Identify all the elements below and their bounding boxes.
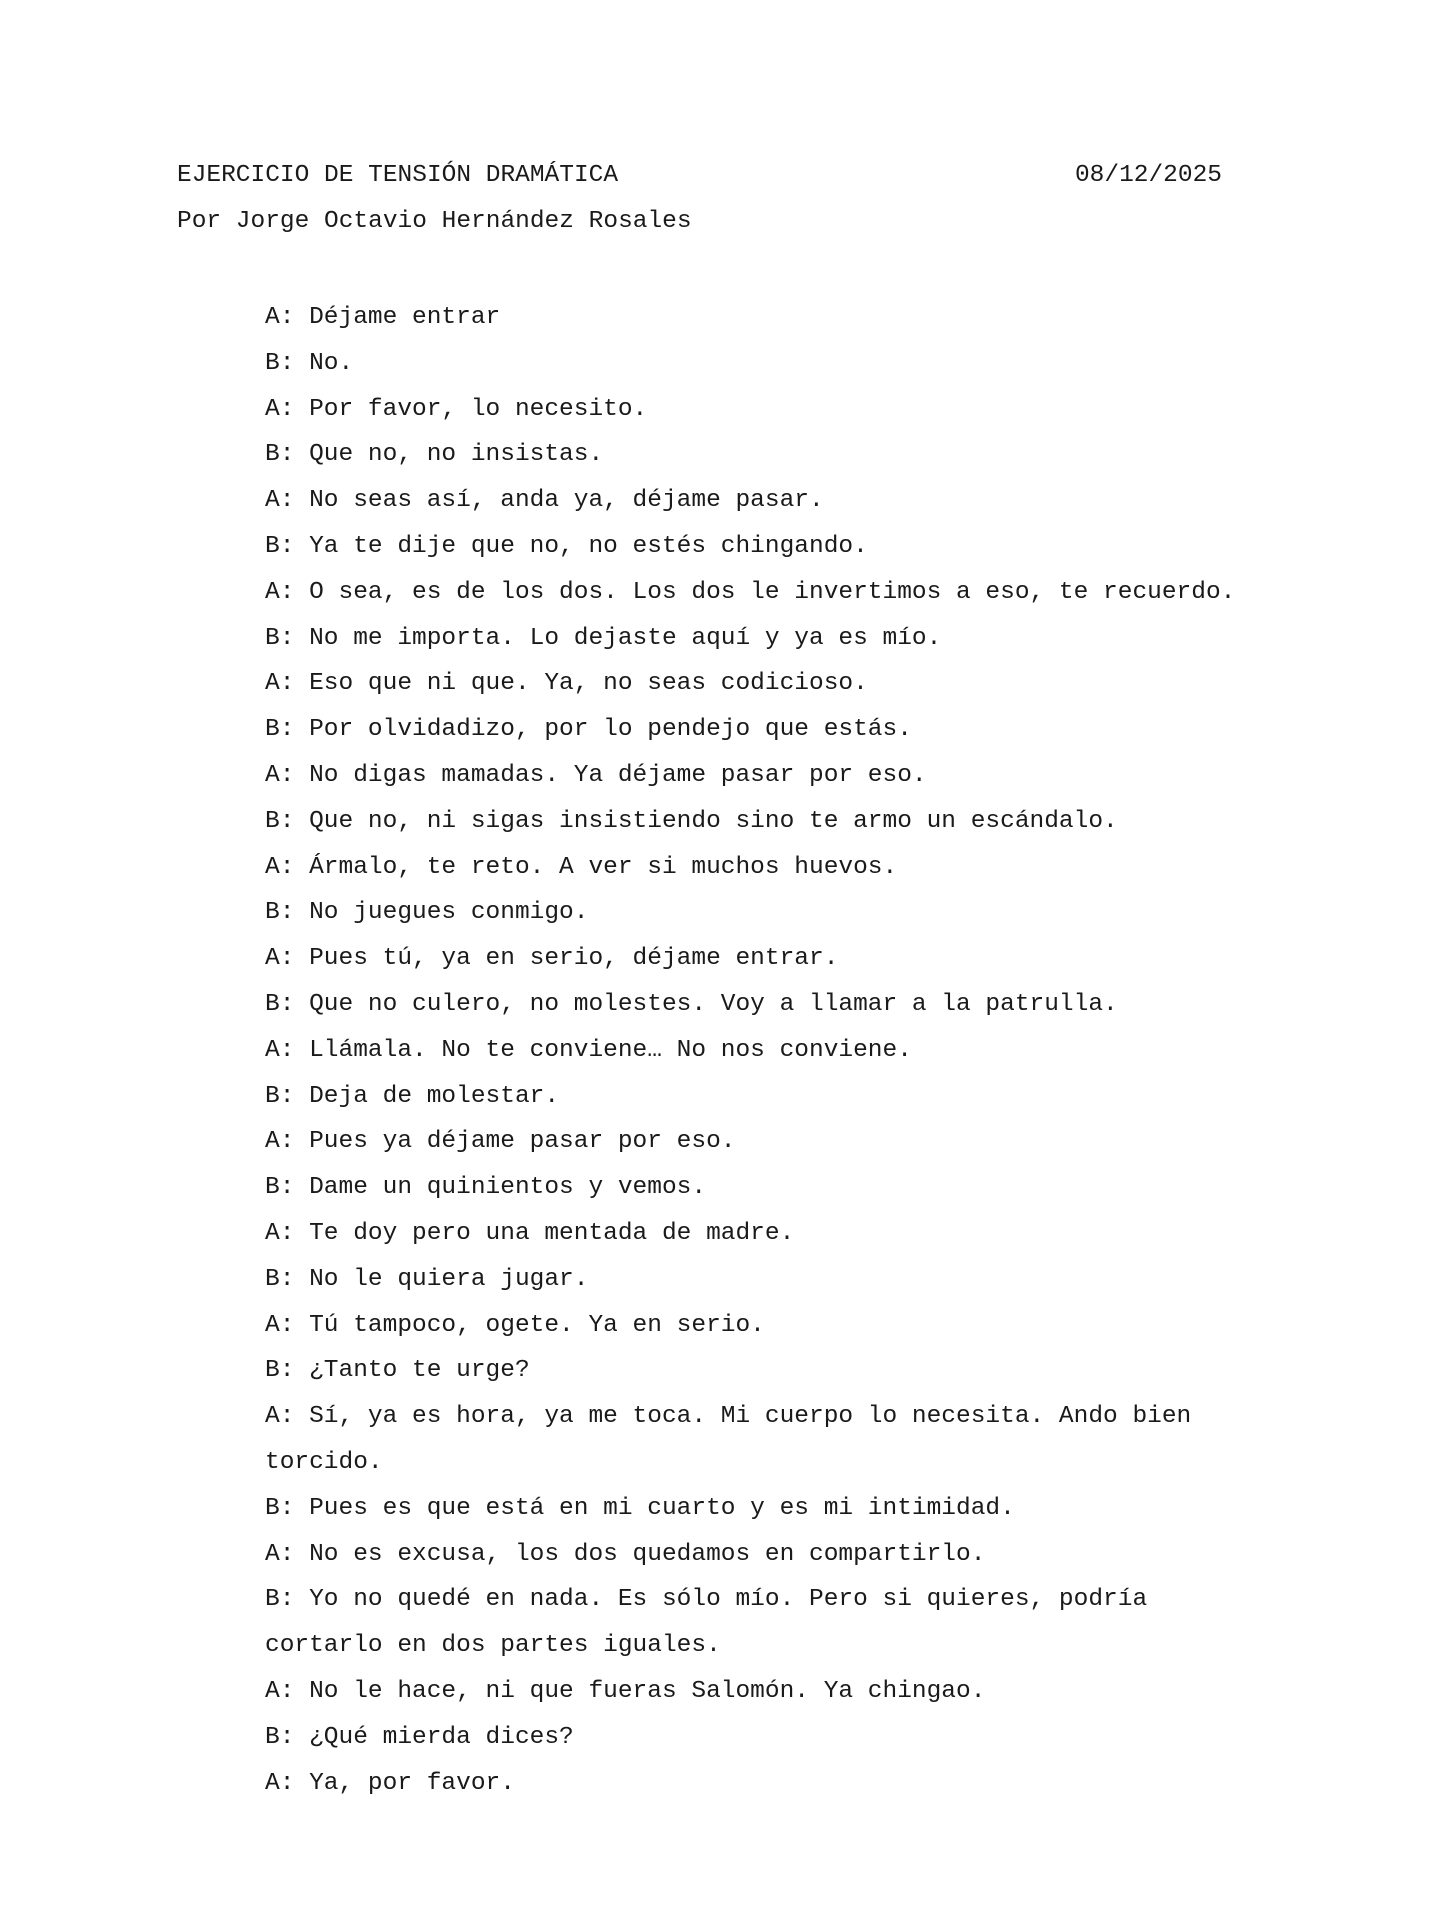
dialogue-line: A: Ya, por favor. — [265, 1769, 515, 1797]
dialogue-line: B: Deja de molestar. — [265, 1082, 560, 1110]
document-header — [177, 158, 1222, 194]
dialogue-line: A: Déjame entrar — [265, 304, 501, 331]
dialogue-line: B: No. — [265, 349, 354, 377]
dialogue-line: A: No digas mamadas. Ya déjame pasar por eso. — [265, 761, 927, 789]
dialogue-line: A: No seas así, anda ya, déjame pasar. — [265, 487, 824, 515]
dialogue-line: A: Pues tú, ya en serio, déjame entrar. — [265, 945, 839, 973]
document-title: EJERCICIO DE TENSIÓN DRAMÁTICA — [177, 162, 619, 189]
dialogue-line: A: Eso que ni que. Ya, no seas codicioso. — [265, 670, 868, 698]
dialogue-line: B: Dame un quinientos y vemos. — [265, 1174, 707, 1202]
dialogue-line: B: No juegues conmigo. — [265, 899, 589, 927]
dialogue-line: A: No es excusa, los dos quedamos en compartirlo. — [265, 1540, 986, 1568]
dialogue-line: A: O sea, es de los dos. Los dos le invertimos a eso, te recuerdo. — [265, 578, 1236, 606]
dialogue-line: B: ¿Qué mierda dices? — [265, 1723, 574, 1751]
dialogue-line: B: Que no, no insistas. — [265, 441, 604, 469]
dialogue-line: A: Por favor, lo necesito. — [265, 395, 648, 423]
dialogue-line: B: Por olvidadizo, por lo pendejo que estás. — [265, 716, 912, 744]
dialogue-line: B: Que no culero, no molestes. Voy a llamar a la patrulla. — [265, 990, 1118, 1018]
dialogue-line: A: Tú tampoco, ogete. Ya en serio. — [265, 1311, 765, 1339]
document-author: Por Jorge Octavio Hernández Rosales — [177, 208, 692, 235]
dialogue-line: A: Sí, ya es hora, ya me toca. Mi cuerpo lo necesita. Ando bien torcido. — [265, 1403, 1192, 1476]
dialogue-line: A: Llámala. No te conviene… No nos conviene. — [265, 1036, 912, 1064]
dialogue-line: B: No me importa. Lo dejaste aquí y ya es mío. — [265, 624, 942, 652]
dialogue-line: B: No le quiera jugar. — [265, 1265, 589, 1293]
dialogue-line: A: No le hace, ni que fueras Salomón. Ya chingao. — [265, 1677, 986, 1705]
dialogue-line: B: Ya te dije que no, no estés chingando. — [265, 532, 868, 560]
dialogue-line: A: Ármalo, te reto. A ver si muchos huevos. — [265, 853, 898, 881]
dialogue-line: B: ¿Tanto te urge? — [265, 1357, 530, 1385]
dialogue-line: B: Yo no quedé en nada. Es sólo mío. Pero si quieres, podría cortarlo en dos partes iguales. — [265, 1586, 1148, 1660]
dialogue-line: B: Que no, ni sigas insistiendo sino te armo un escándalo. — [265, 807, 1118, 835]
document-date: 08/12/2025 — [1074, 162, 1222, 189]
dialogue-list — [265, 295, 1245, 1806]
dialogue-line: B: Pues es que está en mi cuarto y es mi intimidad. — [265, 1494, 1015, 1522]
dialogue-line: A: Te doy pero una mentada de madre. — [265, 1219, 795, 1247]
dialogue-line: A: Pues ya déjame pasar por eso. — [265, 1128, 736, 1156]
